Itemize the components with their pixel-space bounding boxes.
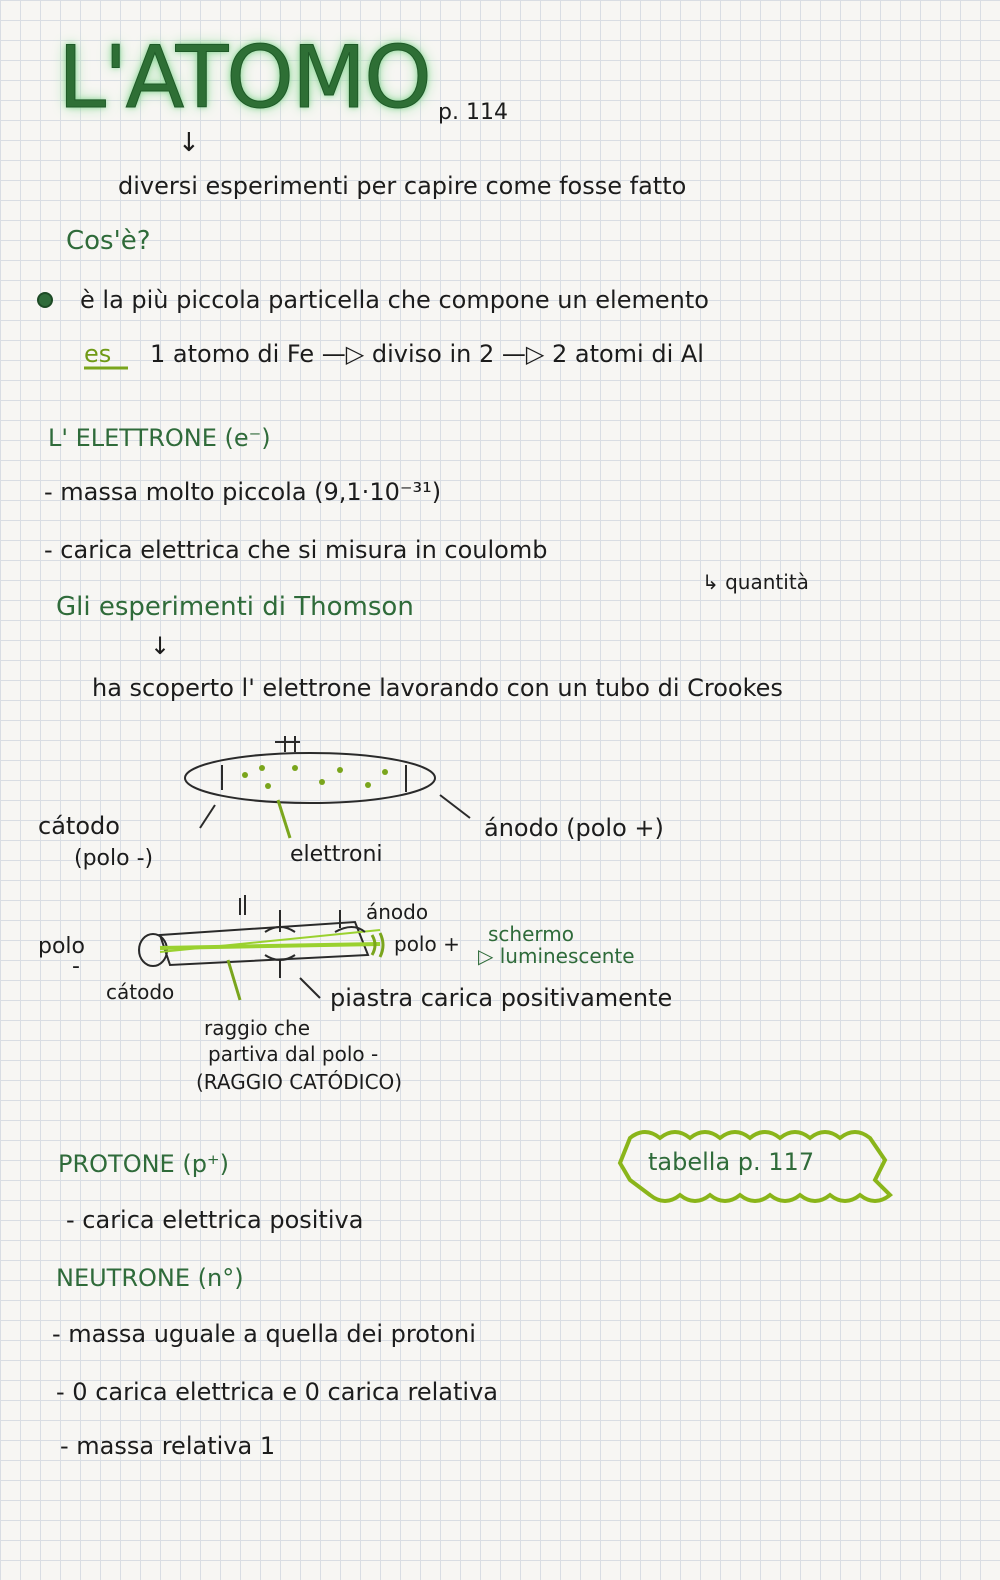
title-arrow: ↓ [178, 128, 200, 158]
question-heading: Cos'è? [66, 226, 151, 256]
page-reference: p. 114 [438, 100, 508, 125]
quantity-note: ↳ quantità [702, 570, 809, 594]
electron-item-charge: - carica elettrica che si misura in coulomb [44, 536, 548, 564]
diagram2-luminescente: ▷ luminescente [478, 944, 635, 968]
neutron-item-relative-mass: - massa relativa 1 [60, 1432, 276, 1460]
electron-heading: L' ELETTRONE (e⁻) [48, 424, 271, 452]
neutron-heading: NEUTRONE (n°) [56, 1264, 244, 1292]
proton-heading: PROTONE (p⁺) [58, 1150, 229, 1178]
diagram2-polo-label: polo [38, 934, 85, 959]
definition-text: è la più piccola particella che compone un elemento [80, 286, 709, 314]
thomson-heading: Gli esperimenti di Thomson [56, 592, 414, 622]
example-text: 1 atomo di Fe —▷ diviso in 2 —▷ 2 atomi di Al [150, 340, 704, 368]
bullet-dot [38, 293, 52, 307]
diagram2-polo-plus: polo + [394, 932, 460, 956]
diagram1-elettroni-label: elettroni [290, 842, 383, 867]
diagram2-raggio-line2: partiva dal polo - [208, 1042, 379, 1066]
electron-item-mass: - massa molto piccola (9,1·10⁻³¹) [44, 478, 442, 506]
diagram1-catodo-label: cátodo [38, 812, 120, 840]
page-title: L'ATOMO [58, 28, 430, 128]
crookes-tube-diagram-1 [185, 736, 470, 838]
diagram2-piastra: piastra carica positivamente [330, 984, 673, 1012]
diagram1-anodo-label: ánodo (polo +) [484, 814, 664, 842]
diagram2-schermo: schermo [488, 922, 574, 946]
example-prefix: es [84, 340, 112, 368]
diagram2-polo-sign: - [72, 954, 80, 979]
diagram2-raggio-line1: raggio che [204, 1016, 310, 1040]
diagram2-raggio-line3: (RAGGIO CATÓDICO) [196, 1070, 403, 1094]
neutron-item-charge: - 0 carica elettrica e 0 carica relativa [56, 1378, 498, 1406]
diagram2-anodo-label: ánodo [366, 900, 429, 924]
intro-text: diversi esperimenti per capire come fosse fatto [118, 172, 687, 200]
thomson-text: ha scoperto l' elettrone lavorando con un tubo di Crookes [92, 674, 783, 702]
diagram1-catodo-polo: (polo -) [74, 846, 154, 871]
table-reference: tabella p. 117 [648, 1148, 815, 1176]
neutron-item-mass: - massa uguale a quella dei protoni [52, 1320, 476, 1348]
diagram2-catodo-label: cátodo [106, 980, 175, 1004]
thomson-arrow: ↓ [150, 632, 171, 660]
proton-item-charge: - carica elettrica positiva [66, 1206, 364, 1234]
